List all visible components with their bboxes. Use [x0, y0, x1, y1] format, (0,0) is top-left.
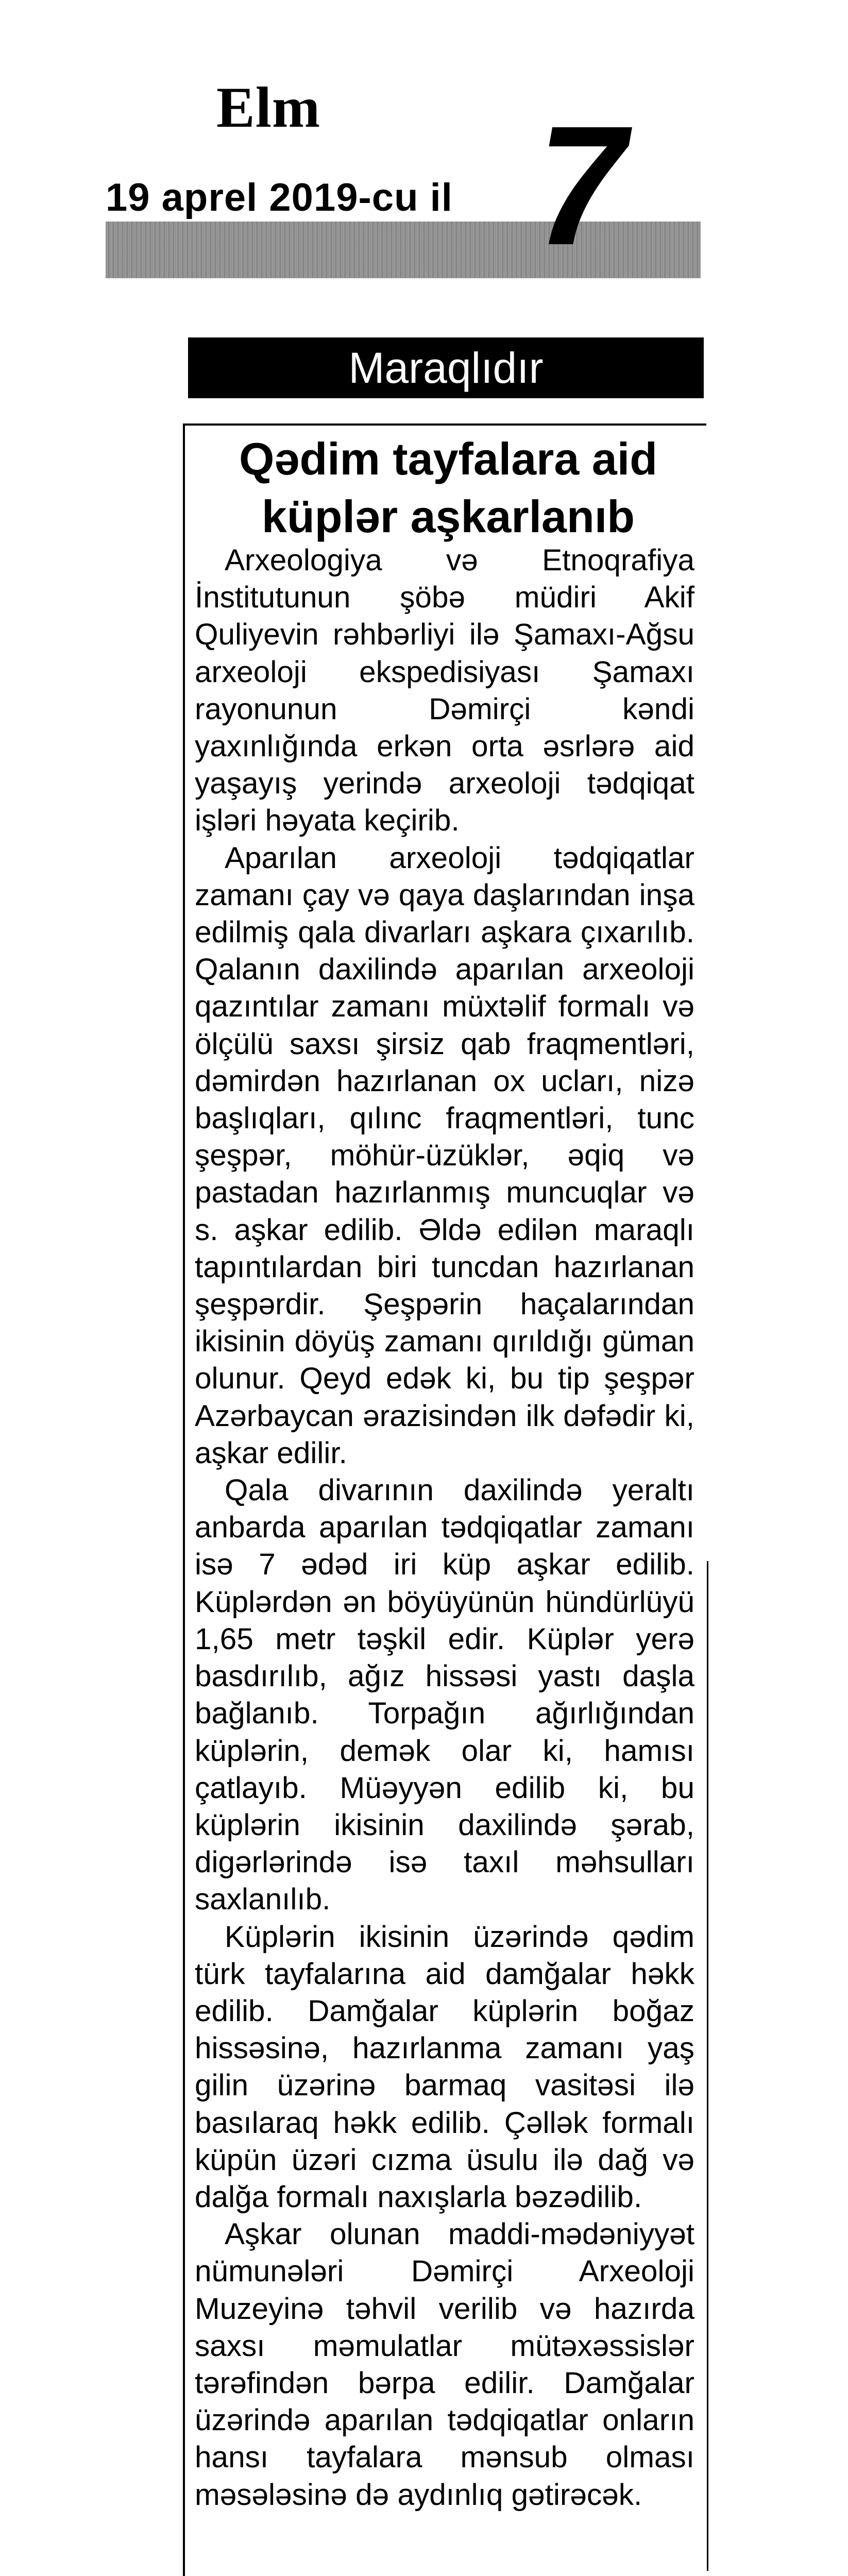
- newspaper-name: Elm: [216, 76, 321, 140]
- paragraph: Aşkar olunan maddi-mədəniyyət nümunələri Dəmirçi Arxeoloji Muzeyinə təhvil verilib və hazırda saxsı məmulatlar mütəxəssislər tərəfindən bərpa edilir. Damğalar üzərində aparılan tədqiqatlar onların hansı tayfalara mənsub olması məsələsinə də aydınlıq gətirəcək.: [195, 2217, 694, 2512]
- section-banner: [188, 337, 704, 398]
- section-title: Maraqlıdır: [348, 343, 544, 392]
- headline-line-2: küplər aşkarlanıb: [262, 491, 635, 542]
- headline-line-1: Qədim tayfalara aid: [239, 433, 657, 484]
- paragraph: Arxeologiya və Etnoqrafiya İnstitutunun şöbə müdiri Akif Quliyevin rəhbərliyi ilə Şamaxı-Ağsu arxeoloji ekspedisiyası Şamaxı rayonunun Dəmirçi kəndi yaxınlığında erkən orta əsrlərə aid yaşayış yerində arxeoloji tədqiqat işləri həyata keçirib.: [195, 544, 694, 838]
- column-rule: [707, 1561, 708, 2571]
- paragraph: Qala divarının daxilində yeraltı anbarda aparılan tədqiqatlar zamanı isə 7 ədəd iri küp aşkar edilib. Küplərdən ən böyüyünün hündürlüyü 1,65 metr təşkil edir. Küplər yerə basdırılıb, ağız hissəsi yastı daşla bağlanıb. Torpağın ağırlığından küplərin, demək olar ki, hamısı çatlayıb. Müəyyən edilib ki, bu küplərin ikisinin daxilində şərab, digərlərində isə taxıl məhsulları saxlanılıb.: [195, 1473, 694, 1917]
- article-headline: [196, 430, 701, 546]
- paragraph: Küplərin ikisinin üzərində qədim türk tayfalarına aid damğalar həkk edilib. Damğalar küplərin boğaz hissəsinə, hazırlanma zamanı yaş gilin üzərinə barmaq vasitəsi ilə basılaraq həkk edilib. Çəllək formalı küpün üzəri cızma üsulu ilə dağ və dalğa formalı naxışlarla bəzədilib.: [195, 1920, 694, 2214]
- page-number: 7: [518, 90, 647, 280]
- article-body: [195, 542, 694, 2514]
- paragraph: Aparılan arxeoloji tədqiqatlar zamanı çay və qaya daşlarından inşa edilmiş qala divarları aşkara çıxarılıb. Qalanın daxilində aparılan arxeoloji qazıntılar zamanı müxtəlif formalı və ölçülü saxsı şirsiz qab fraqmentləri, dəmirdən hazırlanan ox ucları, nizə başlıqları, qılınc fraqmentləri, tunc şeşpər, möhür-üzüklər, əqiq və pastadan hazırlanmış muncuqlar və s. aşkar edilib. Əldə edilən maraqlı tapıntılardan biri tuncdan hazırlanan şeşpərdir. Şeşpərin haçalarından ikisinin döyüş zamanı qırıldığı güman olunur. Qeyd edək ki, bu tip şeşpər Azərbaycan ərazisindən ilk dəfədir ki, aşkar edilir.: [195, 841, 694, 1470]
- issue-date: 19 aprel 2019-cu il: [106, 176, 453, 219]
